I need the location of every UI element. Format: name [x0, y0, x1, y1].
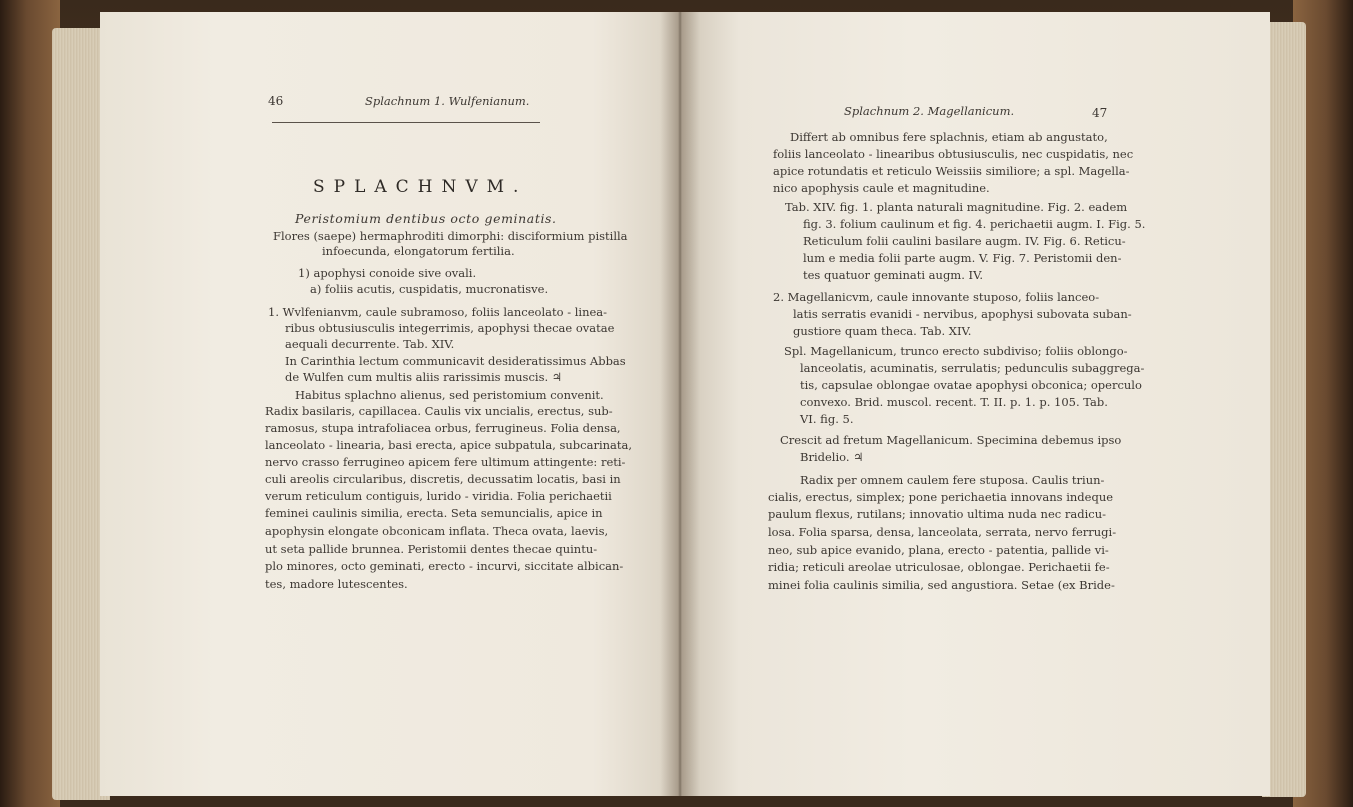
- text-line: Bridelio. ♃: [800, 450, 864, 464]
- header-rule: [272, 122, 540, 123]
- text-line: In Carinthia lectum communicavit desideratissimus Abbas: [285, 354, 626, 368]
- text-line: plo minores, octo geminati, erecto - incurvi, siccitate albican-: [265, 559, 624, 573]
- text-line: Spl. Magellanicum, trunco erecto subdiviso; foliis oblongo-: [784, 344, 1128, 358]
- text-line: 1) apophysi conoide sive ovali.: [298, 266, 477, 280]
- text-line: Crescit ad fretum Magellanicum. Specimina debemus ipso: [780, 433, 1122, 447]
- text-line: Reticulum folii caulini basilare augm. IV. Fig. 6. Reticu-: [803, 234, 1126, 248]
- text-line: latis serratis evanidi - nervibus, apophysi subovata suban-: [793, 307, 1132, 321]
- book-gutter: [660, 12, 700, 796]
- text-line: Tab. XIV. fig. 1. planta naturali magnitudine. Fig. 2. eadem: [785, 200, 1128, 214]
- text-line: minei folia caulinis similia, sed angustiora. Setae (ex Bride-: [768, 578, 1115, 592]
- text-line: fig. 3. folium caulinum et fig. 4. perichaetii augm. I. Fig. 5.: [803, 217, 1146, 231]
- text-line: nico apophysis caule et magnitudine.: [773, 181, 990, 195]
- text-line: culi areolis circularibus, discretis, decussatim locatis, basi in: [265, 472, 621, 486]
- text-line: ridia; reticuli areolae utriculosae, oblongae. Perichaetii fe-: [768, 560, 1110, 574]
- text-line: Peristomium dentibus octo geminatis.: [295, 211, 557, 226]
- text-line: tes quatuor geminati augm. IV.: [803, 268, 984, 282]
- text-line: tes, madore lutescentes.: [265, 577, 408, 591]
- text-line: verum reticulum contiguis, lurido - viridia. Folia perichaetii: [265, 489, 612, 503]
- page-number: 46: [268, 94, 284, 108]
- text-line: Radix basilaris, capillacea. Caulis vix uncialis, erectus, sub-: [265, 404, 613, 418]
- text-line: paulum flexus, rutilans; innovatio ultima nuda nec radicu-: [768, 507, 1106, 521]
- text-line: tis, capsulae oblongae ovatae apophysi obconica; operculo: [800, 378, 1142, 392]
- text-line: nervo crasso ferrugineo apicem fere ultimum attingente: reti-: [265, 455, 626, 469]
- text-line: aequali decurrente. Tab. XIV.: [285, 337, 455, 351]
- text-line: 1. Wvlfenianvm, caule subramoso, foliis lanceolato - linea-: [268, 305, 608, 319]
- text-line: lanceolatis, acuminatis, serrulatis; pedunculis subaggrega-: [800, 361, 1145, 375]
- text-line: de Wulfen cum multis aliis rarissimis muscis. ♃: [285, 370, 563, 384]
- running-head: Splachnum 1. Wulfenianum.: [365, 94, 530, 108]
- text-line: foliis lanceolato - linearibus obtusiusculis, nec cuspidatis, nec: [773, 147, 1134, 161]
- text-line: lanceolato - linearia, basi erecta, apice subpatula, subcarinata,: [265, 438, 633, 452]
- text-line: VI. fig. 5.: [800, 412, 854, 426]
- text-line: a) foliis acutis, cuspidatis, mucronatisve.: [310, 282, 549, 296]
- text-line: losa. Folia sparsa, densa, lanceolata, serrata, nervo ferrugi-: [768, 525, 1117, 539]
- text-line: apice rotundatis et reticulo Weissiis similiore; a spl. Magella-: [773, 164, 1130, 178]
- text-line: lum e media folii parte augm. V. Fig. 7. Peristomii den-: [803, 251, 1122, 265]
- text-line: cialis, erectus, simplex; pone perichaetia innovans indeque: [768, 490, 1114, 504]
- text-line: feminei caulinis similia, erecta. Seta semuncialis, apice in: [265, 506, 603, 520]
- text-line: apophysin elongate obconicam inflata. Theca ovata, laevis,: [265, 524, 609, 538]
- running-head: Splachnum 2. Magellanicum.: [844, 104, 1015, 118]
- text-line: gustiore quam theca. Tab. XIV.: [793, 324, 972, 338]
- text-line: Radix per omnem caulem fere stuposa. Caulis triun-: [800, 473, 1105, 487]
- text-line: ut seta pallide brunnea. Peristomii dentes thecae quintu-: [265, 542, 598, 556]
- left-page: [100, 12, 680, 796]
- page-title: SPLACHNVM.: [313, 177, 528, 197]
- text-line: convexo. Brid. muscol. recent. T. II. p. 1. p. 105. Tab.: [800, 395, 1108, 409]
- text-line: 2. Magellanicvm, caule innovante stuposo, foliis lanceo-: [773, 290, 1100, 304]
- text-line: Differt ab omnibus fere splachnis, etiam ab angustato,: [790, 130, 1108, 144]
- page-number: 47: [1092, 106, 1108, 120]
- text-line: neo, sub apice evanido, plana, erecto - patentia, pallide vi-: [768, 543, 1109, 557]
- text-line: ramosus, stupa intrafoliacea orbus, ferrugineus. Folia densa,: [265, 421, 621, 435]
- text-line: infoecunda, elongatorum fertilia.: [322, 244, 515, 258]
- left-cover: [0, 0, 60, 807]
- text-line: ribus obtusiusculis integerrimis, apophysi thecae ovatae: [285, 321, 615, 335]
- text-line: Flores (saepe) hermaphroditi dimorphi: disciformium pistilla: [273, 229, 628, 243]
- right-page: [680, 12, 1270, 796]
- text-line: Habitus splachno alienus, sed peristomium convenit.: [295, 388, 604, 402]
